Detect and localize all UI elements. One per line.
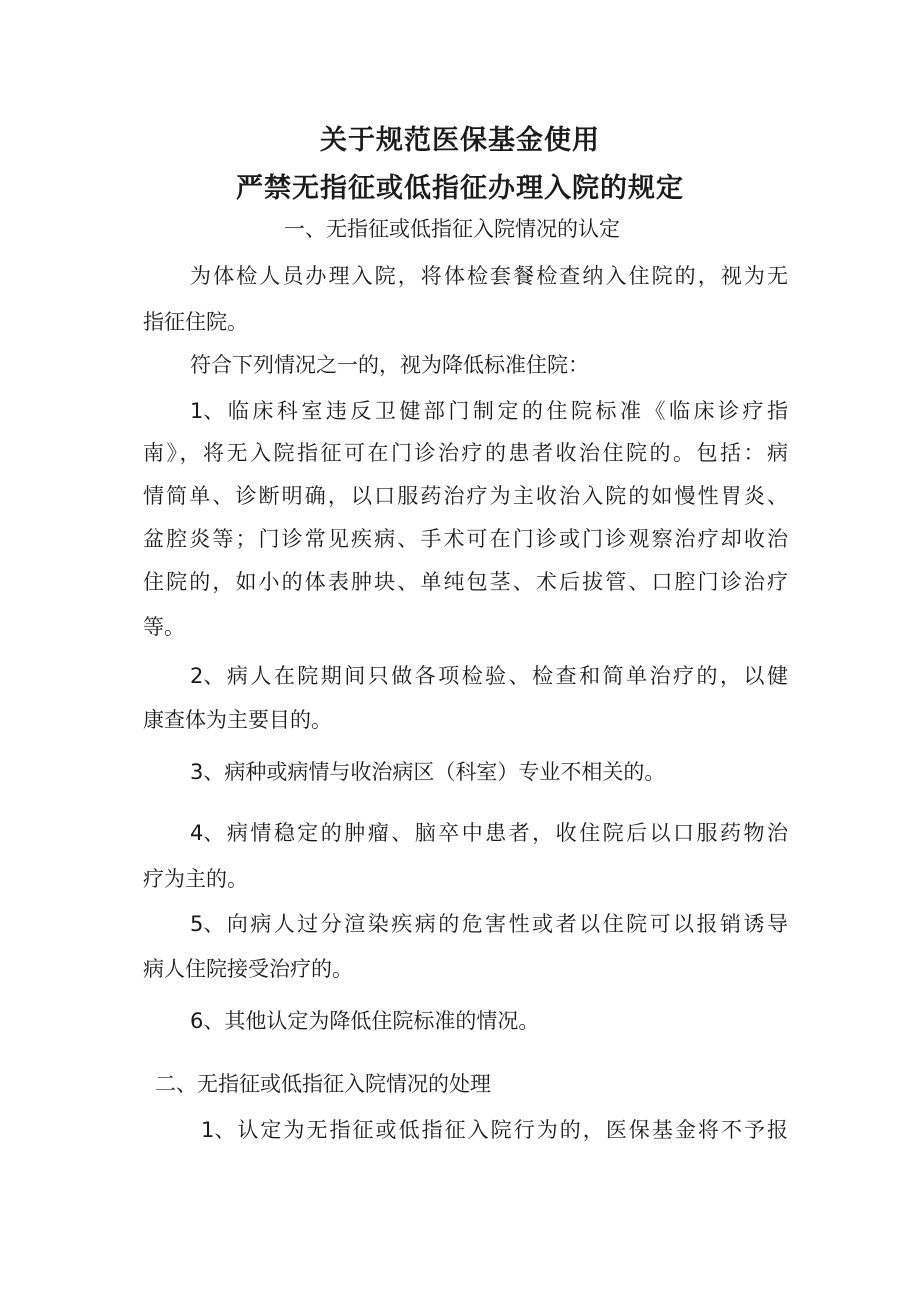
item6-row [190, 1006, 835, 1036]
item1-line2: 南》，将无入院指征可在门诊治疗的患者收治住院的。包括：病 [143, 441, 788, 465]
item6-number: 6 [190, 1009, 204, 1033]
para1-line1: 为体检人员办理入院，将体检套餐检查纳入住院的，视为无 [190, 264, 788, 288]
item1-line4: 盆腔炎等；门诊常见疾病、手术可在门诊或门诊观察治疗却收治 [143, 527, 788, 551]
item5-line1-row [190, 909, 788, 939]
item5-line1: 、向病人过分渲染疾病的危害性或者以住院可以报销诱导 [203, 912, 788, 936]
s2-item1-line1-row [201, 1115, 788, 1145]
s2-item1-line1: 、认定为无指征或低指征入院行为的，医保基金将不予报 [214, 1118, 788, 1142]
item5-number: 5 [190, 912, 204, 936]
item1-line5: 住院的，如小的体表肿块、单纯包茎、术后拔管、口腔门诊治疗 [143, 570, 788, 594]
item6-line1: 、其他认定为降低住院标准的情况。 [203, 1009, 540, 1033]
para1-line2: 指征住院。 [143, 310, 248, 334]
item5-line2: 病人住院接受治疗的。 [143, 957, 353, 981]
item3-line1: 、病种或病情与收治病区（科室）专业不相关的。 [203, 760, 666, 784]
para2: 符合下列情况之一的，视为降低标准住院： [190, 353, 589, 377]
item4-line1-row [190, 818, 788, 848]
item4-line1: 、病情稳定的肿瘤、脑卒中患者，收住院后以口服药物治 [203, 821, 788, 845]
item3-number: 3 [190, 760, 204, 784]
item1-number: 1 [190, 399, 204, 423]
item4-number: 4 [190, 821, 204, 845]
item3-row [190, 757, 835, 787]
item1-line1: 、临床科室违反卫健部门制定的住院标准《临床诊疗指 [203, 399, 788, 423]
s2-item1-number: 1 [201, 1118, 215, 1142]
section2-heading: 二、无指征或低指征入院情况的处理 [155, 1072, 491, 1096]
document-title-line1: 关于规范医保基金使用 [320, 125, 600, 156]
section1-heading: 一、无指征或低指征入院情况的认定 [284, 217, 620, 241]
item2-line1: 、病人在院期间只做各项检验、检查和简单治疗的，以健 [203, 664, 788, 688]
item1-line3: 情简单、诊断明确，以口服药治疗为主收治入院的如慢性胃炎、 [143, 484, 788, 508]
item1-line6: 等。 [143, 615, 185, 639]
item4-line2: 疗为主的。 [143, 867, 248, 891]
item2-number: 2 [190, 664, 204, 688]
item1-line1-row [190, 396, 788, 426]
document-title-line2: 严禁无指征或低指征办理入院的规定 [236, 173, 684, 204]
item2-line2: 康查体为主要目的。 [143, 708, 332, 732]
item2-line1-row [190, 661, 788, 691]
